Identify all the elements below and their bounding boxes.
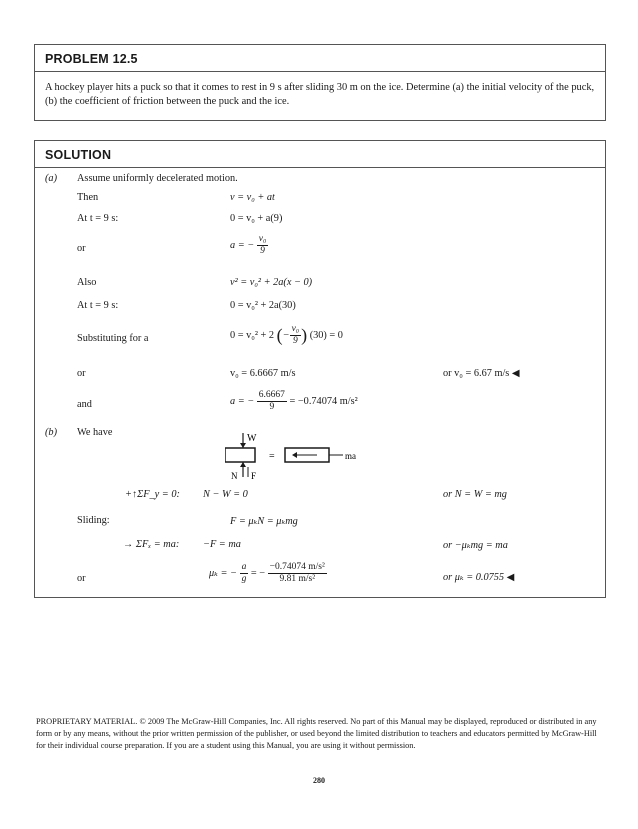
header-rule bbox=[35, 71, 605, 72]
problem-statement: A hockey player hits a puck so that it comes to rest in 9 s after sliding 30 m on the ice. Determine (a) the initial velocity of the puck, (b) the coefficient of friction between the puck and the ice. bbox=[45, 82, 595, 107]
fbd-equals: = bbox=[269, 451, 275, 462]
frac-num: v₀ bbox=[258, 234, 267, 244]
frac-den: 9 bbox=[292, 336, 298, 346]
equation: v² = v₀² + 2a(x − 0) bbox=[230, 277, 313, 288]
copyright-footer: PROPRIETARY MATERIAL. © 2009 The McGraw-Hill Companies, Inc. All rights reserved. No part of this Manual may be displayed, reproduced or distributed in any form or by any means, without the prior written permission of the publisher, or used beyond the limited distribution to teachers and educators permitted by McGraw-Hill for their individual course preparation. If you are a student using this Manual, you are using it without permission. bbox=[36, 717, 597, 750]
frac-den: g bbox=[241, 574, 247, 584]
equation: 0 = v₀² + 2 (− $\frac{\text{v₀}}{9}$ ) (30) = 0 bbox=[230, 324, 343, 346]
eq-rhs: (30) = 0 bbox=[309, 329, 343, 341]
row-label: → ΣFₓ = ma: bbox=[123, 539, 180, 550]
answer: or −μₖmg = ma bbox=[443, 540, 508, 551]
fraction bbox=[257, 390, 287, 413]
fbd-label-f: F bbox=[251, 471, 257, 481]
frac-num: 6.6667 bbox=[258, 390, 285, 400]
row-label: Then bbox=[77, 192, 99, 203]
row-label: Sliding: bbox=[77, 515, 110, 526]
fraction bbox=[240, 562, 249, 585]
solution-title: SOLUTION bbox=[45, 148, 112, 162]
frac-den: 9 bbox=[269, 402, 275, 412]
part-b-intro: We have bbox=[77, 427, 113, 438]
answer-marker-icon: ◀ bbox=[506, 572, 515, 583]
row-label: +↑ΣF_y = 0: bbox=[125, 489, 180, 500]
answer-marker-icon: ◀ bbox=[511, 368, 520, 379]
header-rule bbox=[35, 167, 605, 168]
frac-num: −0.74074 m/s² bbox=[269, 562, 325, 572]
fraction bbox=[257, 234, 269, 257]
part-a-intro: Assume uniformly decelerated motion. bbox=[77, 173, 238, 184]
frac-den: 9 bbox=[260, 246, 265, 256]
row-label: At t = 9 s: bbox=[77, 213, 119, 224]
equation: N − W = 0 bbox=[203, 489, 248, 500]
equation bbox=[209, 562, 327, 585]
equation: v₀ = 6.6667 m/s bbox=[230, 368, 296, 379]
frac-num: v₀ bbox=[291, 324, 300, 334]
problem-box bbox=[34, 44, 606, 121]
part-b-label: (b) bbox=[45, 427, 58, 438]
row-label: or bbox=[77, 243, 86, 254]
answer: or N = W = mg bbox=[443, 489, 507, 500]
row-label: or bbox=[77, 368, 86, 379]
equation: v = v₀ + at bbox=[230, 192, 275, 203]
solution-box bbox=[34, 140, 606, 598]
paren-close: ) bbox=[301, 325, 308, 345]
part-a-label: (a) bbox=[45, 173, 58, 184]
row-label: Also bbox=[77, 277, 97, 288]
fraction bbox=[268, 562, 327, 585]
frac-num: a bbox=[241, 562, 247, 572]
equation bbox=[230, 234, 268, 257]
eq-lhs: a = − bbox=[230, 239, 255, 251]
row-label: At t = 9 s: bbox=[77, 300, 119, 311]
eq-lhs: a = − bbox=[230, 395, 255, 407]
eq-rhs: = −0.74074 m/s² bbox=[289, 395, 358, 407]
answer-text: or μₖ = 0.0755 bbox=[443, 572, 505, 583]
equation: −F = ma bbox=[203, 539, 241, 550]
answer bbox=[443, 571, 514, 583]
fbd-label-w: W bbox=[247, 433, 257, 444]
puck-kinetic bbox=[285, 448, 343, 462]
equation: 0 = v₀² + 2a(30) bbox=[230, 300, 296, 311]
eq-lhs: 0 = v₀² + 2 bbox=[230, 329, 275, 341]
page-number: 280 bbox=[313, 776, 325, 785]
equation: F = μₖN = μₖmg bbox=[230, 516, 298, 527]
free-body-diagram bbox=[225, 431, 385, 483]
answer-text: or v₀ = 6.67 m/s bbox=[443, 368, 510, 379]
row-label: or bbox=[77, 573, 86, 584]
equation: 0 = v₀ + a(9) bbox=[230, 213, 283, 224]
eq-lhs: μₖ = − bbox=[209, 567, 237, 579]
answer bbox=[443, 368, 520, 379]
fraction bbox=[290, 324, 302, 347]
eq-mid: = − bbox=[250, 567, 266, 579]
row-label: and bbox=[77, 399, 92, 410]
fbd-label-ma: ma bbox=[345, 451, 356, 461]
equation bbox=[230, 390, 358, 413]
row-label: Substituting for a bbox=[77, 333, 149, 344]
paren-open: ( bbox=[276, 325, 283, 345]
problem-title: PROBLEM 12.5 bbox=[45, 52, 138, 66]
frac-den: 9.81 m/s² bbox=[279, 574, 316, 584]
fbd-label-n: N bbox=[231, 471, 238, 481]
